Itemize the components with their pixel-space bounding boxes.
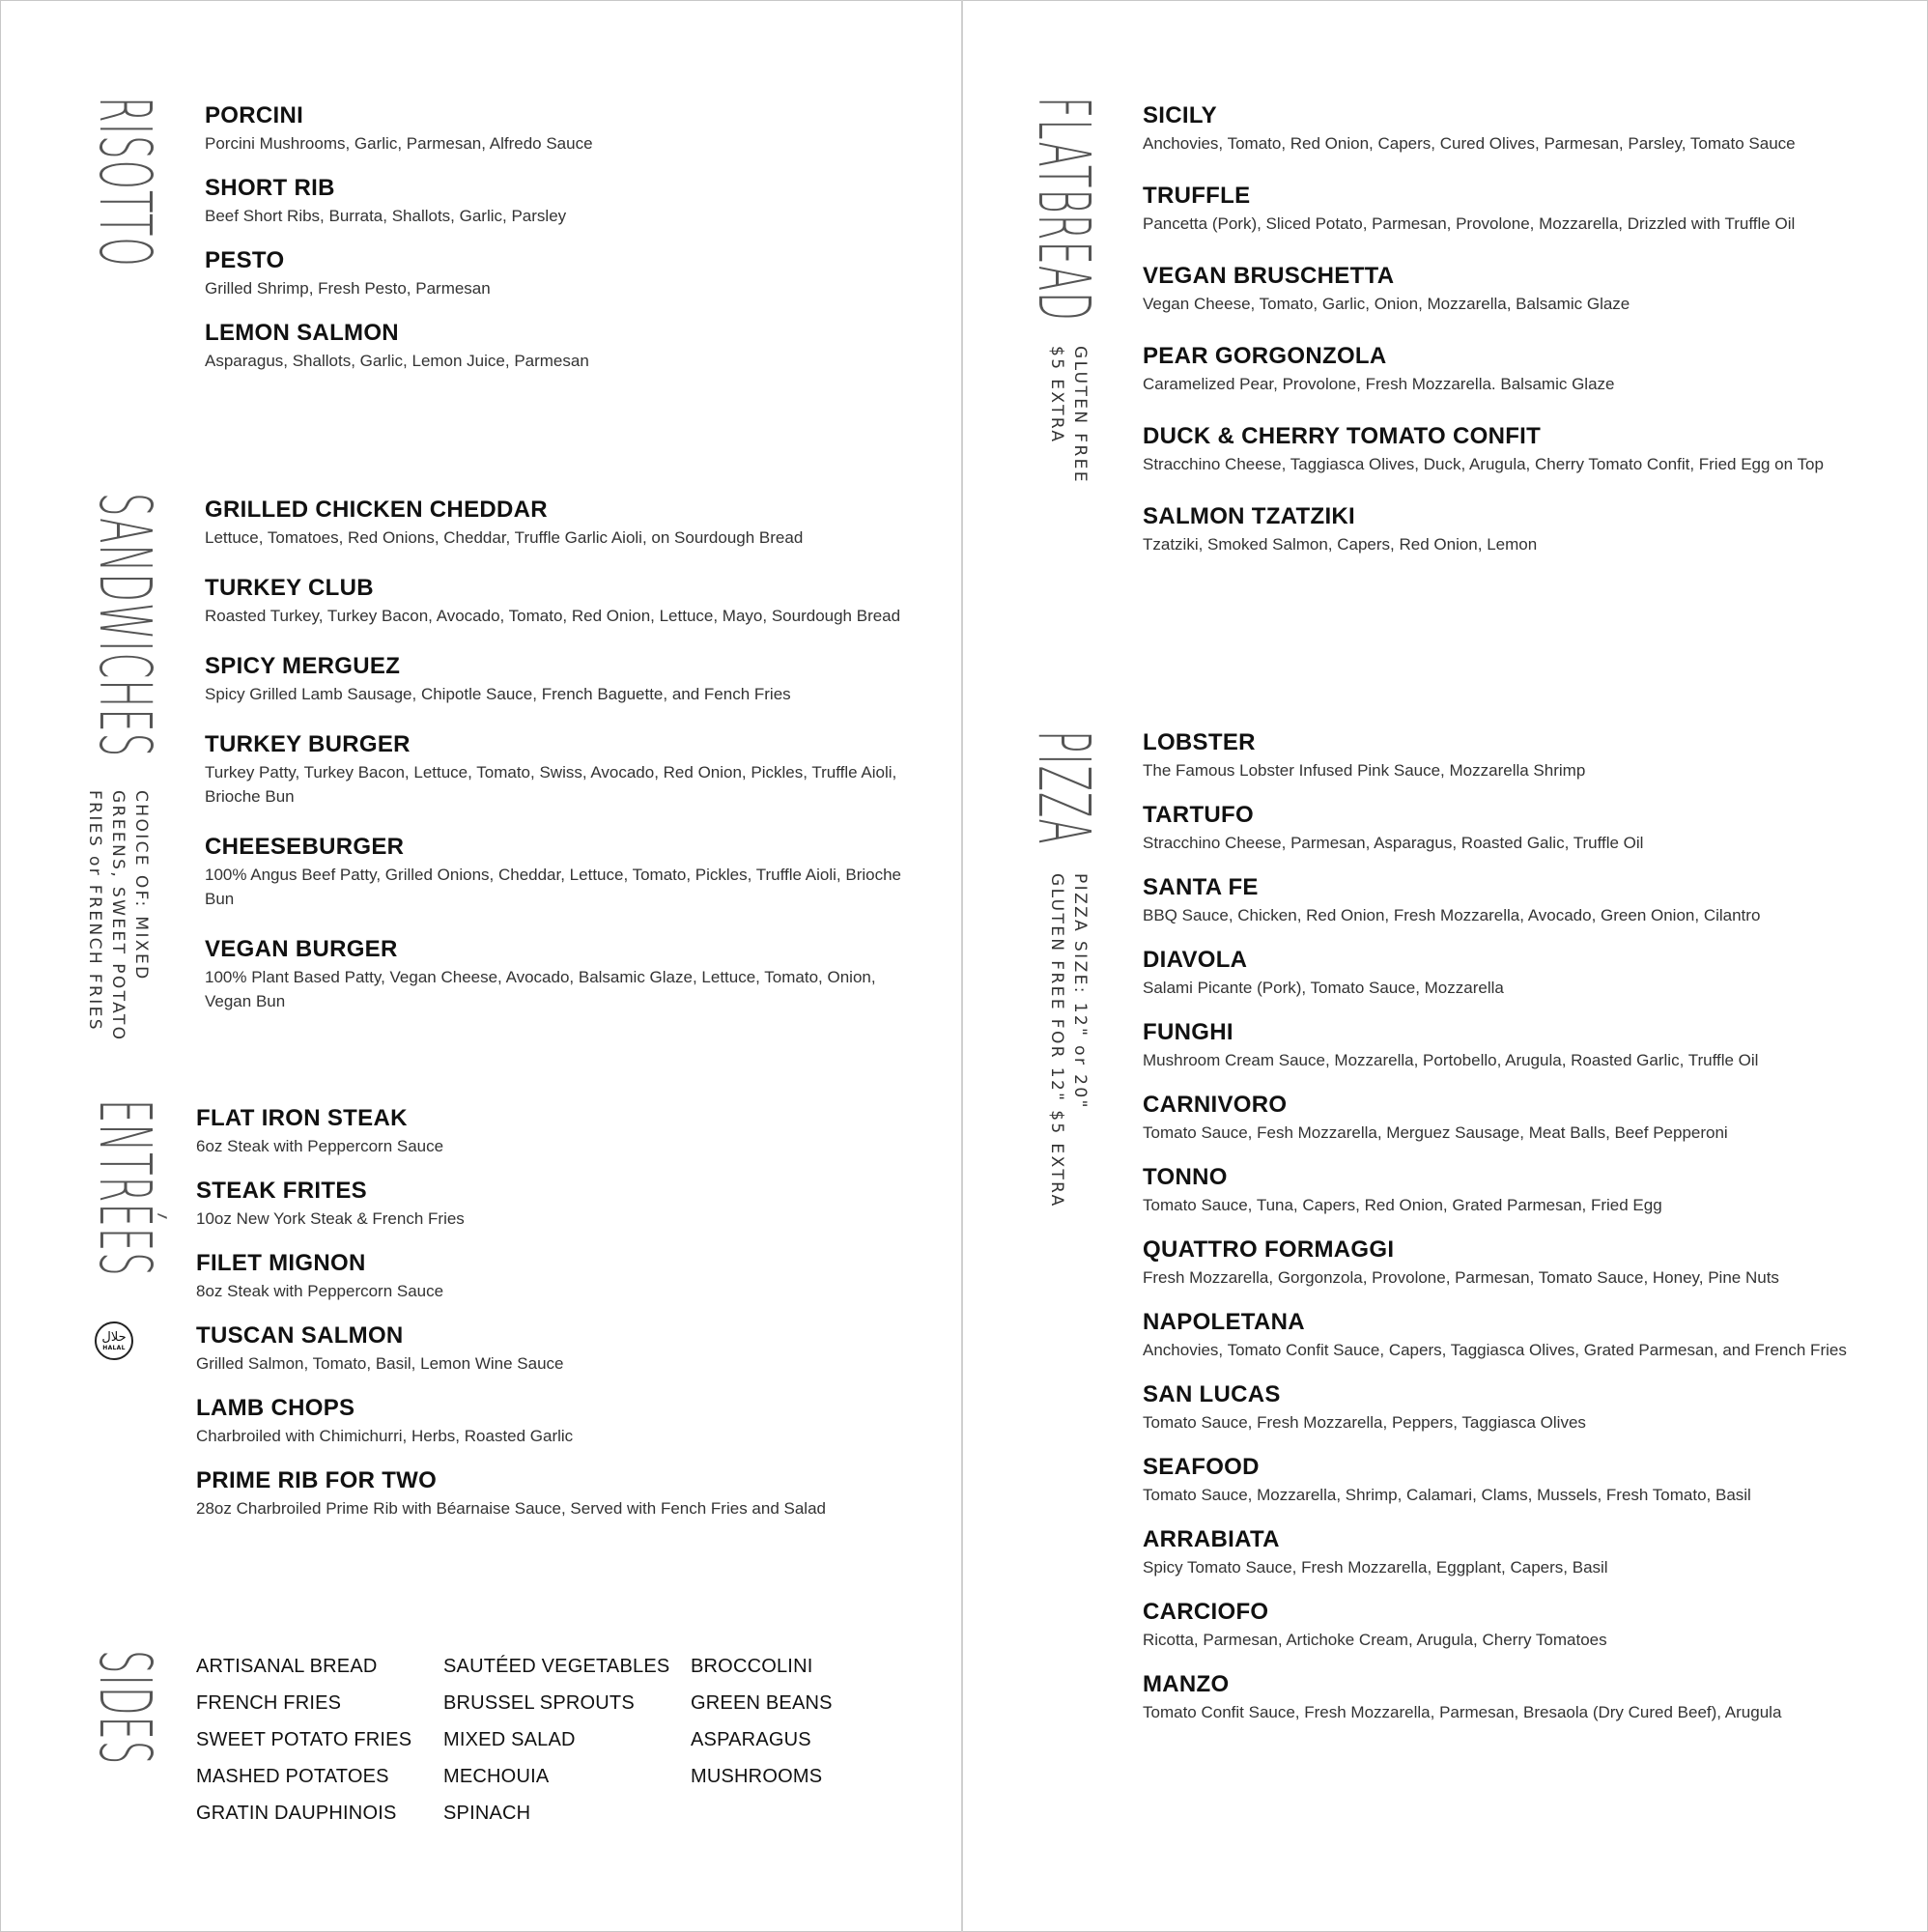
menu-item [1143, 102, 1896, 156]
side-item: SPINACH [443, 1803, 531, 1824]
menu-item-name: VEGAN BURGER [205, 936, 398, 962]
menu-item-name: SHORT RIB [205, 175, 335, 201]
menu-item [1143, 1381, 1896, 1435]
menu-item-name: SANTA FE [1143, 874, 1259, 900]
flatbread-note [1045, 346, 1092, 484]
menu-item [196, 1250, 911, 1303]
halal-badge-icon [95, 1321, 133, 1360]
menu-item-name: SPICY MERGUEZ [205, 653, 401, 679]
menu-item [1143, 1454, 1896, 1507]
sides-grid [196, 1654, 884, 1826]
menu-item [205, 320, 920, 373]
menu-item-name: NAPOLETANA [1143, 1309, 1305, 1335]
halal-arabic: حلال [101, 1329, 127, 1345]
menu-item [1143, 874, 1896, 927]
menu-item-description: Anchovies, Tomato, Red Onion, Capers, Cured Olives, Parmesan, Parsley, Tomato Sauce [1143, 134, 1796, 153]
menu-item-description: Mushroom Cream Sauce, Mozzarella, Portobello, Arugula, Roasted Garlic, Truffle Oil [1143, 1051, 1759, 1069]
menu-item-description: 28oz Charbroiled Prime Rib with Béarnaise Sauce, Served with Fench Fries and Salad [196, 1499, 826, 1518]
menu-item [196, 1105, 911, 1158]
menu-item-description: Salami Picante (Pork), Tomato Sauce, Mozzarella [1143, 979, 1504, 997]
menu-item [1143, 1309, 1896, 1362]
menu-item-name: MANZO [1143, 1671, 1230, 1697]
sides-title: SIDES [83, 1650, 166, 1766]
side-item: ASPARAGUS [691, 1729, 811, 1750]
risotto-title: RISOTTO [83, 97, 166, 268]
menu-item [196, 1178, 911, 1231]
halal-label: HALAL [102, 1344, 126, 1351]
entrees-title: ENTRÉES [83, 1099, 166, 1277]
menu-item [205, 575, 920, 628]
menu-item-name: PRIME RIB FOR TWO [196, 1467, 438, 1493]
menu-item-name: SEAFOOD [1143, 1454, 1260, 1480]
menu-item-description: 10oz New York Steak & French Fries [196, 1209, 465, 1228]
menu-item-description: Roasted Turkey, Turkey Bacon, Avocado, Tomato, Red Onion, Lettuce, Mayo, Sourdough Bread [205, 607, 901, 625]
menu-item-name: LAMB CHOPS [196, 1395, 355, 1421]
menu-item-name: TURKEY BURGER [205, 731, 411, 757]
flatbread-note-line: GLUTEN FREE [1070, 346, 1090, 484]
sandwiches-list [205, 497, 920, 1013]
menu-item-description: BBQ Sauce, Chicken, Red Onion, Fresh Mozzarella, Avocado, Green Onion, Cilantro [1143, 906, 1761, 924]
menu-item-description: 100% Angus Beef Patty, Grilled Onions, Cheddar, Lettuce, Tomato, Pickles, Truffle Aioli, Brioche Bun [205, 866, 902, 908]
menu-item-description: Fresh Mozzarella, Gorgonzola, Provolone, Parmesan, Tomato Sauce, Honey, Pine Nuts [1143, 1268, 1779, 1287]
menu-item [196, 1322, 911, 1376]
menu-item-description: Beef Short Ribs, Burrata, Shallots, Garlic, Parsley [205, 207, 567, 225]
menu-item-name: LEMON SALMON [205, 320, 399, 346]
menu-item [196, 1467, 911, 1520]
menu-item-name: QUATTRO FORMAGGI [1143, 1236, 1395, 1263]
menu-item-description: Asparagus, Shallots, Garlic, Lemon Juice, Parmesan [205, 352, 589, 370]
side-item: MIXED SALAD [443, 1729, 576, 1750]
side-item: SWEET POTATO FRIES [196, 1729, 412, 1750]
menu-item [205, 653, 920, 706]
menu-item-description: Caramelized Pear, Provolone, Fresh Mozzarella. Balsamic Glaze [1143, 375, 1615, 393]
pizza-note-line: PIZZA SIZE: 12" or 20" [1070, 873, 1090, 1110]
menu-item-name: ARRABIATA [1143, 1526, 1280, 1552]
menu-item-description: Spicy Grilled Lamb Sausage, Chipotle Sauce, French Baguette, and Fench Fries [205, 685, 791, 703]
menu-item-name: TONNO [1143, 1164, 1228, 1190]
menu-item [1143, 343, 1896, 396]
side-item: FRENCH FRIES [196, 1692, 342, 1714]
menu-item [1143, 802, 1896, 855]
sandwiches-note-line: GREENS, SWEET POTATO [108, 790, 128, 1042]
menu-item [205, 731, 920, 809]
menu-item-description: Charbroiled with Chimichurri, Herbs, Roasted Garlic [196, 1427, 574, 1445]
menu-item-description: Vegan Cheese, Tomato, Garlic, Onion, Mozzarella, Balsamic Glaze [1143, 295, 1630, 313]
menu-item [205, 102, 920, 156]
menu-item-name: PORCINI [205, 102, 304, 128]
menu-item [1143, 1236, 1896, 1290]
flatbread-title: FLATBREAD [1022, 97, 1105, 322]
flatbread-note-line: $5 EXTRA [1047, 346, 1066, 444]
menu-item-description: Tomato Sauce, Mozzarella, Shrimp, Calamari, Clams, Mussels, Fresh Tomato, Basil [1143, 1486, 1751, 1504]
menu-item [196, 1395, 911, 1448]
menu-item [1143, 1671, 1896, 1724]
menu-item-description: The Famous Lobster Infused Pink Sauce, Mozzarella Shrimp [1143, 761, 1586, 780]
menu-item-name: DIAVOLA [1143, 947, 1248, 973]
side-item: SAUTÉED VEGETABLES [443, 1656, 670, 1677]
side-item: BROCCOLINI [691, 1656, 813, 1677]
side-item: ARTISANAL BREAD [196, 1656, 378, 1677]
menu-item-name: SAN LUCAS [1143, 1381, 1281, 1407]
menu-item-description: Tzatziki, Smoked Salmon, Capers, Red Onion, Lemon [1143, 535, 1538, 554]
menu-item-description: Anchovies, Tomato Confit Sauce, Capers, Taggiasca Olives, Grated Parmesan, and French Fries [1143, 1341, 1847, 1359]
menu-item-description: Porcini Mushrooms, Garlic, Parmesan, Alfredo Sauce [205, 134, 593, 153]
risotto-list [205, 102, 920, 373]
menu-item [1143, 1019, 1896, 1072]
menu-item-name: CHEESEBURGER [205, 834, 405, 860]
menu-item-description: Pancetta (Pork), Sliced Potato, Parmesan, Provolone, Mozzarella, Drizzled with Truffle Oil [1143, 214, 1796, 233]
menu-item-name: VEGAN BRUSCHETTA [1143, 263, 1395, 289]
side-item: BRUSSEL SPROUTS [443, 1692, 635, 1714]
menu-item-description: 8oz Steak with Peppercorn Sauce [196, 1282, 444, 1300]
menu-item-name: STEAK FRITES [196, 1178, 367, 1204]
menu-item-description: 6oz Steak with Peppercorn Sauce [196, 1137, 444, 1155]
menu-item [205, 497, 920, 550]
side-item: MASHED POTATOES [196, 1766, 389, 1787]
side-item: MECHOUIA [443, 1766, 550, 1787]
menu-item [1143, 183, 1896, 236]
menu-item-name: CARNIVORO [1143, 1092, 1288, 1118]
menu-item-name: FUNGHI [1143, 1019, 1233, 1045]
menu-item-description: Grilled Salmon, Tomato, Basil, Lemon Wine Sauce [196, 1354, 564, 1373]
menu-item-description: Tomato Confit Sauce, Fresh Mozzarella, Parmesan, Bresaola (Dry Cured Beef), Arugula [1143, 1703, 1782, 1721]
pizza-list [1143, 729, 1896, 1724]
menu-item [1143, 1599, 1896, 1652]
menu-item-name: PEAR GORGONZOLA [1143, 343, 1387, 369]
menu-item [1143, 263, 1896, 316]
side-item [691, 1801, 884, 1826]
side-item: GRATIN DAUPHINOIS [196, 1803, 397, 1824]
side-item: MUSHROOMS [691, 1766, 823, 1787]
menu-item-name: DUCK & CHERRY TOMATO CONFIT [1143, 423, 1542, 449]
menu-item [1143, 729, 1896, 782]
menu-item [205, 834, 920, 911]
sandwiches-note [83, 790, 153, 1041]
menu-item-description: Tomato Sauce, Fresh Mozzarella, Peppers, Taggiasca Olives [1143, 1413, 1586, 1432]
menu-item-name: TURKEY CLUB [205, 575, 374, 601]
pizza-note [1045, 873, 1092, 1208]
sandwiches-title: SANDWICHES [83, 493, 166, 758]
menu-item-name: FILET MIGNON [196, 1250, 366, 1276]
menu-item-name: TUSCAN SALMON [196, 1322, 404, 1349]
menu-item-name: CARCIOFO [1143, 1599, 1269, 1625]
menu-item-description: Grilled Shrimp, Fresh Pesto, Parmesan [205, 279, 491, 298]
menu-item [1143, 1164, 1896, 1217]
sandwiches-note-line: FRIES or FRENCH FRIES [85, 790, 104, 1032]
menu-item-name: GRILLED CHICKEN CHEDDAR [205, 497, 548, 523]
menu-item-description: 100% Plant Based Patty, Vegan Cheese, Avocado, Balsamic Glaze, Lettuce, Tomato, Onion, Vegan Bun [205, 968, 876, 1010]
menu-item [205, 175, 920, 228]
menu-item-name: FLAT IRON STEAK [196, 1105, 408, 1131]
menu-item-description: Turkey Patty, Turkey Bacon, Lettuce, Tomato, Swiss, Avocado, Red Onion, Pickles, Truffle Aioli, Brioche Bun [205, 763, 897, 806]
menu-item [1143, 1526, 1896, 1579]
menu-item [1143, 947, 1896, 1000]
menu-item [1143, 1092, 1896, 1145]
menu-item-description: Spicy Tomato Sauce, Fresh Mozzarella, Eggplant, Capers, Basil [1143, 1558, 1608, 1577]
side-item: GREEN BEANS [691, 1692, 833, 1714]
menu-item-description: Stracchino Cheese, Taggiasca Olives, Duck, Arugula, Cherry Tomato Confit, Fried Egg on Top [1143, 455, 1824, 473]
menu-item-name: SALMON TZATZIKI [1143, 503, 1356, 529]
pizza-title: PIZZA [1022, 730, 1105, 845]
entrees-list [196, 1105, 911, 1520]
menu-item-name: TARTUFO [1143, 802, 1254, 828]
menu-item-description: Ricotta, Parmesan, Artichoke Cream, Arugula, Cherry Tomatoes [1143, 1631, 1607, 1649]
center-divider [961, 0, 963, 1932]
sandwiches-note-line: CHOICE OF: MIXED [131, 790, 151, 981]
menu-item-description: Lettuce, Tomatoes, Red Onions, Cheddar, Truffle Garlic Aioli, on Sourdough Bread [205, 528, 804, 547]
menu-item-name: LOBSTER [1143, 729, 1256, 755]
menu-item-name: TRUFFLE [1143, 183, 1251, 209]
menu-item-name: SICILY [1143, 102, 1217, 128]
menu-item-description: Stracchino Cheese, Parmesan, Asparagus, Roasted Galic, Truffle Oil [1143, 834, 1644, 852]
pizza-note-line: GLUTEN FREE FOR 12" $5 EXTRA [1047, 873, 1066, 1208]
flatbread-list [1143, 102, 1896, 556]
menu-item [1143, 423, 1896, 476]
menu-item [205, 247, 920, 300]
menu-item-name: PESTO [205, 247, 285, 273]
menu-item-description: Tomato Sauce, Tuna, Capers, Red Onion, Grated Parmesan, Fried Egg [1143, 1196, 1662, 1214]
menu-item [205, 936, 920, 1013]
menu-item [1143, 503, 1896, 556]
menu-item-description: Tomato Sauce, Fesh Mozzarella, Merguez Sausage, Meat Balls, Beef Pepperoni [1143, 1123, 1728, 1142]
